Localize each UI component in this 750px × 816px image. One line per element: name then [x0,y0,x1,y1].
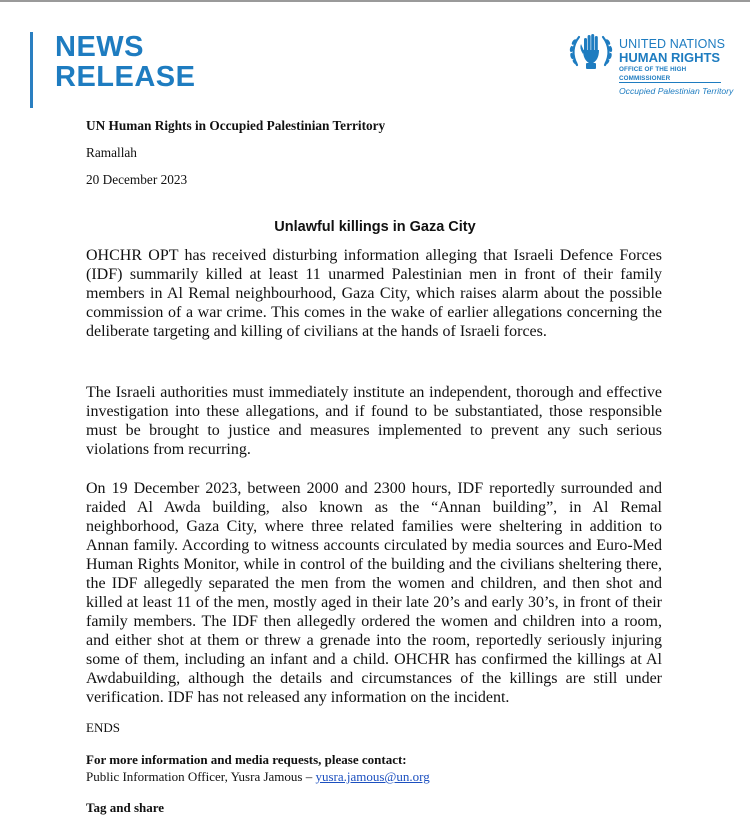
contact-officer: Public Information Officer, Yusra Jamous – [86,769,316,784]
contact-line [86,769,430,785]
contact-heading: For more information and media requests, please contact: [86,752,407,767]
paragraph-2: The Israeli authorities must immediately institute an independent, thorough and effective investigation into these allegations, and if found to be substantiated, those responsible must be brought to justice and measures implemented to prevent any such serious violations from recurring. [86,384,662,458]
tag-and-share-heading: Tag and share [86,800,165,815]
logo-human-rights: HUMAN RIGHTS [619,50,721,65]
contact-email-link[interactable]: yusra.jamous@un.org [315,769,430,784]
paragraph-3: On 19 December 2023, between 2000 and 2300 hours, IDF reportedly surrounded and raided Al Awda building, also known as the “Annan building”, in Al Remal neighborhood, Gaza City, where three related families were sheltering in addition to Annan family. According to witness accounts circulated by media sources and Euro-Med Human Rights Monitor, while in control of the building and the civilians sheltering there, the IDF allegedly separated the men from the women and children, and then shot and killed at least 11 of the men, mostly aged in their late 20’s and early 30’s, in front of their family members. The IDF then allegedly ordered the women and children into a room, and either shot at them or threw a grenade into the room, reportedly seriously injuring some of them, including an infant and a child. OHCHR has confirmed the killings at Al Awdabuilding, although the details and circumstances of the killings are still under verification. IDF has not released any information on the incident. [86,480,662,706]
meta-date: 20 December 2023 [86,172,188,187]
meta-organization: UN Human Rights in Occupied Palestinian Territory [86,118,386,133]
un-human-rights-logo [565,24,735,100]
logo-text [619,37,735,83]
paragraph-1: OHCHR OPT has received disturbing information alleging that Israeli Defence Forces (IDF) summarily killed at least 11 unarmed Palestinian men in front of their family members in Al Remal neighbourhood, Gaza City, which raises alarm about the possible commission of a war crime. This comes in the wake of earlier allegations concerning the deliberate targeting and killing of civilians at the hands of Israeli forces. [86,247,662,340]
logo-united-nations: UNITED NATIONS [619,37,726,51]
logo-divider [619,82,721,83]
logo-office-hc: OFFICE OF THE HIGH COMMISSIONER [619,66,687,82]
news-release-line-1: NEWS [55,31,144,63]
news-release-line-2: RELEASE [55,61,196,93]
meta-location: Ramallah [86,145,137,160]
logo-opt: Occupied Palestinian Territory [619,86,734,96]
top-rule [0,0,750,2]
ends-marker: ENDS [86,720,120,735]
news-release-heading [30,32,195,108]
headline: Unlawful killings in Gaza City [274,219,476,235]
un-laurel-hand-icon [565,24,617,76]
